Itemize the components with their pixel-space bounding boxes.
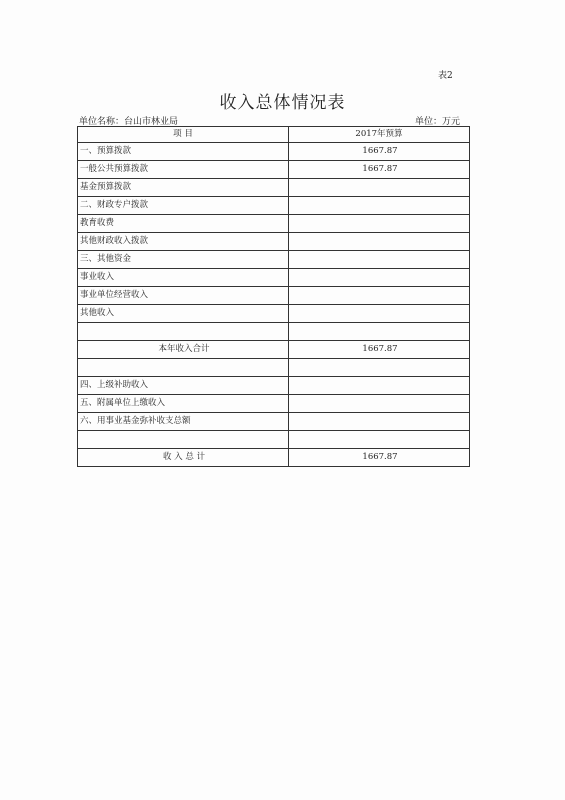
table-row	[78, 269, 470, 287]
unit-name: 单位名称：台山市林业局	[79, 117, 179, 127]
table-row	[78, 395, 470, 413]
row-value	[289, 323, 470, 341]
row-label: 其他收入	[78, 305, 289, 323]
header-budget-2017: 2017年预算	[289, 127, 470, 143]
table-row	[78, 179, 470, 197]
header-item: 项 目	[78, 127, 289, 143]
row-label: 本年收入合计	[78, 341, 289, 359]
row-label: 教育收费	[78, 215, 289, 233]
table-row	[78, 341, 470, 359]
table-row	[78, 431, 470, 449]
row-label: 其他财政收入拨款	[78, 233, 289, 251]
table-row	[78, 215, 470, 233]
row-value	[289, 233, 470, 251]
table-row	[78, 197, 470, 215]
table-row	[78, 449, 470, 467]
row-value	[289, 413, 470, 431]
currency-unit: 单位：万元	[415, 117, 461, 127]
row-value	[289, 431, 470, 449]
row-label: 基金预算拨款	[78, 179, 289, 197]
row-label	[78, 431, 289, 449]
row-label: 一、预算拨款	[78, 143, 289, 161]
table-row	[78, 323, 470, 341]
row-label: 事业收入	[78, 269, 289, 287]
row-value: 1667.87	[289, 143, 470, 161]
row-value: 1667.87	[289, 161, 470, 179]
table-header-row	[78, 127, 470, 143]
row-label: 事业单位经营收入	[78, 287, 289, 305]
table-row	[78, 251, 470, 269]
row-value	[289, 251, 470, 269]
table-row	[78, 143, 470, 161]
income-table	[77, 126, 470, 467]
table-row	[78, 413, 470, 431]
table-row	[78, 233, 470, 251]
row-label: 一般公共预算拨款	[78, 161, 289, 179]
row-value	[289, 215, 470, 233]
row-value	[289, 269, 470, 287]
row-value: 1667.87	[289, 449, 470, 467]
table-number: 表2	[438, 71, 453, 81]
row-label: 二、财政专户拨款	[78, 197, 289, 215]
row-value	[289, 395, 470, 413]
row-label	[78, 359, 289, 377]
row-value	[289, 359, 470, 377]
table-row	[78, 359, 470, 377]
row-label: 五、附属单位上缴收入	[78, 395, 289, 413]
row-label: 三、其他资金	[78, 251, 289, 269]
row-label: 六、用事业基金弥补收支总额	[78, 413, 289, 431]
row-value	[289, 305, 470, 323]
row-value	[289, 197, 470, 215]
row-label	[78, 323, 289, 341]
table-row	[78, 377, 470, 395]
table-row	[78, 161, 470, 179]
row-value	[289, 179, 470, 197]
row-label: 收 入 总 计	[78, 449, 289, 467]
page-title: 收入总体情况表	[219, 93, 346, 113]
row-value	[289, 377, 470, 395]
table-row	[78, 287, 470, 305]
row-value: 1667.87	[289, 341, 470, 359]
row-label: 四、上级补助收入	[78, 377, 289, 395]
row-value	[289, 287, 470, 305]
table-row	[78, 305, 470, 323]
